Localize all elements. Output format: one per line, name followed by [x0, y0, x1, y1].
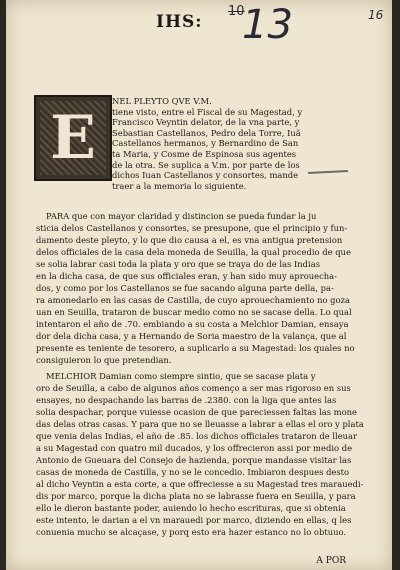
ornamental-drop-cap [34, 95, 112, 181]
text-line: conuenia mucho se alcaçase, y porq esto era hazer estanco no lo obtuuo. [36, 527, 347, 537]
text-line: dichos Iuan Castellanos y consortes, mande [112, 170, 299, 181]
text-line: intentaron el año de .70. embiando a su costa a Melchior Damian, ensaya [36, 319, 349, 329]
text-line: ra amonedarlo en las casas de Castilla, de cuyo aprouechamiento no goza [36, 295, 350, 305]
page-header-ihs: IHS: [156, 12, 203, 32]
text-line: presente es teniente de tesorero, a suplicarlo a su Magestad: los quales no [36, 343, 355, 353]
text-line: este intento, le darian a el vn marauedi por marco, diziendo en ellas, q les [36, 515, 352, 525]
text-line: tiene visto, entre el Fiscal de su Magestad, y [112, 106, 303, 117]
text-line: Sebastian Castellanos, Pedro dela Torre, Iuã [112, 127, 301, 138]
handwritten-folio-number: 13 [242, 2, 293, 48]
text-line: a su Magestad con quatro mil ducados, y los offrecieron assi por medio de [36, 443, 353, 453]
text-line: delos officiales de la casa dela moneda de Seuilla, la qual procedio de que [36, 247, 351, 257]
text-line: Castellanos hermanos, y Bernardino de San [112, 138, 299, 149]
text-line: ello le dieron bastante poder, auiendo lo hecho escrituras, que si obtenia [36, 503, 346, 513]
text-line: en la dicha casa, de que sus officiales eran, y han sido muy aprouecha- [36, 271, 337, 281]
drop-cap-letter: E [50, 103, 96, 173]
text-line: PARA que con mayor claridad y distincion se pueda fundar la ju [46, 211, 317, 221]
text-line: ensayes, no despachando las barras de .2380. con la liga que antes las [36, 395, 337, 405]
text-line: ta Maria, y Cosme de Espinosa sus agentes [112, 149, 297, 159]
text-line: al dicho Veyntin a esta corte, a que offreciesse a su Magestad tres marauedi- [36, 479, 364, 489]
text-line: das delas otras casas. Y para que no se lleuasse a labrar a ellas el oro y plata [36, 419, 364, 429]
handwritten-crossed-number: 10 [228, 4, 245, 19]
pencil-underline-mark [308, 170, 348, 174]
handwritten-corner-number: 16 [368, 8, 384, 22]
catchwords: A POR [316, 556, 346, 566]
text-line: que venia delas Indias, el año de .85. los dichos officiales trataron de lleuar [36, 431, 358, 441]
text-line: solia despachar, porque vuiesse ocasion de que pareciessen faltas las mone [36, 407, 358, 417]
text-line: MELCHIOR Damian como siempre sintio, que se sacase plata y [46, 371, 316, 381]
text-line: consiguieron lo que pretendian. [36, 355, 172, 365]
text-line: sticia delos Castellanos y consortes, se presupone, que el principio y fun- [36, 223, 348, 233]
text-line: dos, y como por los Castellanos se fue sacando alguna parte della, pa- [36, 283, 334, 293]
text-line: se solia labrar casi toda la plata y oro que se traya do de las Indias [36, 259, 320, 269]
text-line: oro de Seuilla, a cabo de algunos años començo a ser mas rigoroso en sus [36, 383, 351, 393]
manuscript-page [6, 0, 392, 570]
text-line: uan en Seuilla, trataron de buscar medio como no se sacase della. Lo qual [36, 307, 352, 317]
text-line: NEL PLEYTO QVE V.M. [112, 96, 212, 106]
text-line: dor dela dicha casa, y a Hernando de Soria maestro de la valança, que al [36, 331, 347, 341]
text-line: dis por marco, porque la dicha plata no se labrasse fuera en Seuilla, y para [36, 491, 356, 501]
text-line: Francisco Veyntin delator, de la vna parte, y [112, 117, 300, 128]
text-line: de la otra. Se suplica a V.m. por parte de los [112, 159, 300, 170]
text-line: traer a la memoria lo siguiente. [112, 180, 247, 191]
text-line: casas de moneda de Castilla, y no se le concedio. Imbiaron despues desto [36, 467, 350, 477]
text-line: Antonio de Gueuara del Consejo de hazienda, porque mandasse visitar las [36, 455, 352, 465]
text-line: damento deste pleyto, y lo que dio causa a el, es vna antigua pretension [36, 235, 343, 245]
